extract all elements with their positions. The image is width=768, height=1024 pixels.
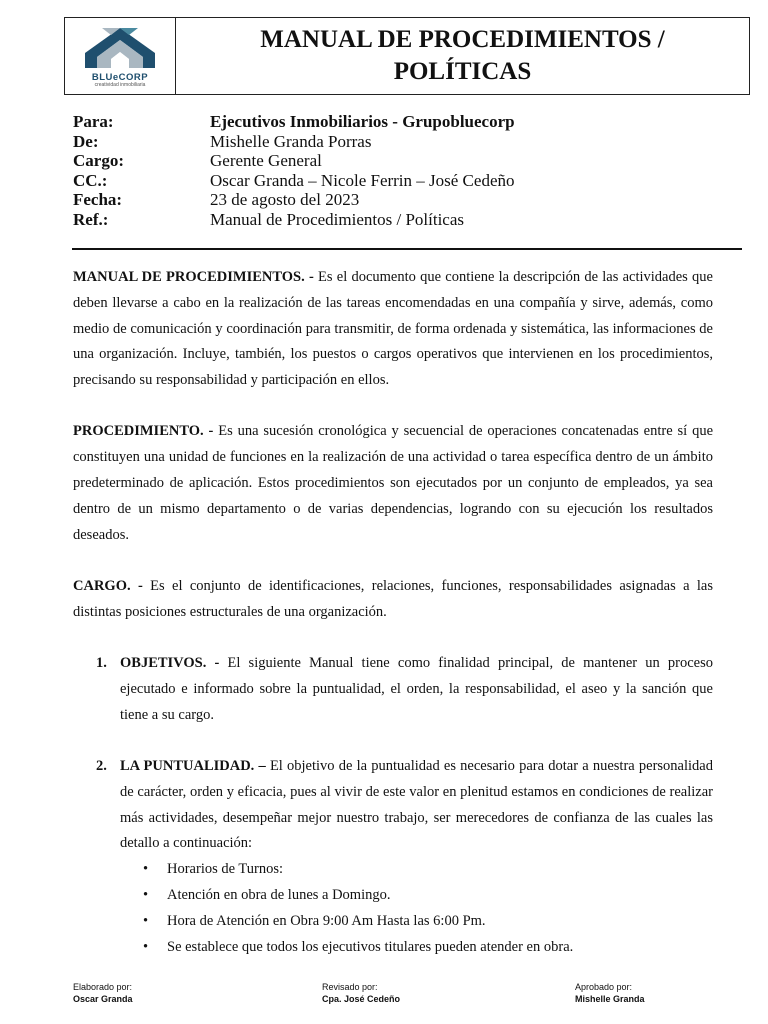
definition-paragraph [73, 574, 713, 626]
list-item [73, 651, 713, 728]
definition-term: MANUAL DE PROCEDIMIENTOS. - [73, 269, 314, 285]
bullet-item: • Se establece que todos los ejecutivos titulares pueden atender en obra. [144, 935, 713, 961]
definition-text: Es una sucesión cronológica y secuencial de operaciones concatenadas entre sí que constituyen una unidad de funciones en la realización de una actividad o tarea específica dentro de un ámbito predeterminado de aplicación. Estos procedimientos son ejecutados por un conjunto de empleados, ya sea dentro de un mismo departamento o de varias dependencias, logrando con su ejecución los resultados deseados. [73, 423, 714, 543]
document-header [64, 17, 750, 95]
signature-role: Elaborado por: [73, 982, 133, 992]
signature-elaborado [73, 981, 133, 1005]
signature-role: Revisado por: [322, 982, 378, 992]
signature-aprobado [575, 981, 645, 1005]
list-term: OBJETIVOS. - [120, 655, 220, 672]
memo-label: CC.: [73, 170, 108, 190]
memo-row-cargo [73, 151, 515, 171]
signature-name: Mishelle Granda [575, 994, 645, 1004]
memo-value: 23 de agosto del 2023 [210, 190, 360, 210]
bullet-item: • Hora de Atención en Obra 9:00 Am Hasta las 6:00 Pm. [144, 909, 713, 935]
memo-value: Ejecutivos Inmobiliarios - Grupobluecorp [210, 112, 515, 131]
title-line-1: MANUAL DE PROCEDIMIENTOS / [260, 26, 665, 53]
definition-text: Es el conjunto de identificaciones, relaciones, funciones, responsabilidades asignadas a las distintas posiciones estructurales de una organización. [73, 577, 713, 620]
memo-label: De: [73, 131, 99, 151]
memo-value: Gerente General [210, 151, 322, 171]
definition-paragraph [73, 265, 713, 394]
memo-label: Fecha: [73, 190, 123, 210]
list-term: LA PUNTUALIDAD. – [120, 757, 266, 774]
memo-value: Mishelle Granda Porras [210, 131, 372, 151]
signature-name: Cpa. José Cedeño [322, 994, 401, 1004]
definition-text: Es el documento que contiene la descripción de las actividades que deben llevarse a cabo en la realización de las tareas encomendadas en una compañía y sirve, además, como medio de comunicación y coordinación para transmitir, de forma ordenada y sistemática, las informaciones de una organización. Incluye, también, los puestos o cargos operativos que intervienen en los procedimientos, precisando su responsabilidad y participación en ellos. [73, 269, 713, 389]
title-cell [176, 18, 749, 94]
horizontal-divider [72, 248, 742, 250]
logo-tagline: creatividad inmobiliaria [94, 81, 146, 88]
memo-label: Para: [73, 112, 114, 131]
signature-name: Oscar Granda [73, 994, 133, 1004]
signature-revisado [322, 981, 400, 1005]
document-body [73, 265, 713, 986]
memo-label: Ref.: [73, 209, 109, 229]
memo-block [73, 112, 515, 230]
title-line-2: POLÍTICAS [393, 58, 532, 85]
memo-row-ref [73, 210, 515, 230]
signature-role: Aprobado por: [575, 982, 633, 992]
memo-value: Manual de Procedimientos / Políticas [210, 209, 465, 229]
list-number: 2. [96, 757, 107, 774]
memo-value: Oscar Granda – Nicole Ferrin – José Cedeño [210, 170, 515, 190]
document-title [260, 24, 664, 88]
memo-row-de [73, 132, 515, 152]
house-logo-icon [80, 25, 160, 71]
logo-name: BLUeCORP [91, 71, 149, 83]
list-text: El objetivo de la puntualidad es necesario para dotar a nuestra personalidad de carácter, orden y eficacia, pues al vivir de este valor en plenitud estamos en condiciones de realizar más actividades, desempeñar mejor nuestro trabajo, ser merecedores de confianza de las cuales las detallo a continuación: [120, 757, 713, 852]
bullet-item: • Horarios de Turnos: [144, 857, 713, 883]
definition-term: PROCEDIMIENTO. - [73, 423, 214, 440]
definition-term: CARGO. - [73, 577, 143, 594]
memo-row-fecha [73, 190, 515, 210]
list-item [73, 754, 713, 960]
list-number: 1. [96, 655, 107, 672]
bullet-item: • Atención en obra de lunes a Domingo. [144, 883, 713, 909]
numbered-list [73, 651, 713, 960]
list-text: El siguiente Manual tiene como finalidad principal, de mantener un proceso ejecutado e informado sobre la puntualidad, el orden, la responsabilidad, el aseo y la sanción que tiene a su cargo. [120, 655, 714, 723]
company-logo [65, 18, 176, 94]
memo-label: Cargo: [73, 151, 124, 171]
memo-row-para [73, 112, 515, 132]
bullet-list [120, 857, 713, 960]
definition-paragraph [73, 419, 713, 548]
memo-row-cc [73, 171, 515, 191]
